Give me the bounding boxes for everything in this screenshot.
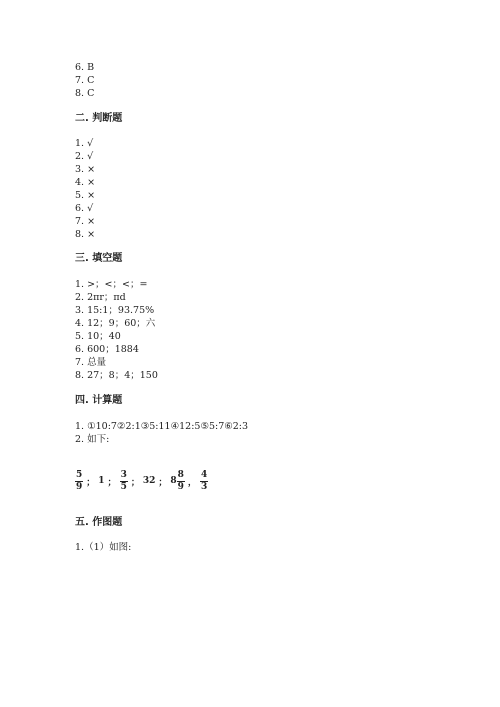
fraction-numerator: 4 — [200, 469, 208, 480]
fraction-numerator: 5 — [76, 469, 83, 480]
answer-line-2-1: 1. √ — [75, 138, 94, 149]
fraction — [75, 470, 83, 493]
whole-number: 32 — [142, 476, 156, 486]
whole-number: 1 — [98, 476, 105, 486]
separator: ， — [187, 477, 197, 488]
fraction-numerator: 8 — [177, 469, 184, 480]
separator: ； — [158, 477, 168, 488]
answer-line-3-1: 1. >；<；<；= — [75, 279, 148, 290]
fraction — [200, 470, 208, 493]
answer-line-5-1: 1.（1）如图: — [75, 542, 132, 553]
answer-line-3-8: 8. 27；8；4；150 — [75, 370, 158, 381]
fraction — [177, 470, 185, 493]
fraction-denominator: 9 — [76, 481, 83, 492]
answer-line-3-2: 2. 2πr；πd — [75, 292, 126, 303]
answer-line-4-1: 1. ①10:7②2:1③5:11④12:5⑤5:7⑥2:3 — [75, 421, 249, 432]
section-heading-judgement: 二. 判断题 — [75, 113, 123, 124]
answer-line-1-7: 7. C — [75, 75, 95, 86]
answer-line-1-8: 8. C — [75, 88, 95, 99]
answer-line-2-5: 5. × — [75, 190, 96, 201]
answer-line-3-5: 5. 10；40 — [75, 331, 121, 342]
answer-line-2-2: 2. √ — [75, 151, 94, 162]
fraction-denominator: 9 — [177, 481, 184, 492]
section-heading-fill-blank: 三. 填空题 — [75, 253, 123, 264]
separator: ； — [130, 477, 140, 488]
answer-line-2-3: 3. × — [75, 164, 96, 175]
section-heading-calculation: 四. 计算题 — [75, 395, 123, 406]
fraction-numerator: 3 — [120, 469, 127, 480]
fraction-denominator: 5 — [120, 481, 127, 492]
separator: ； — [86, 477, 96, 488]
section-heading-drawing: 五. 作图题 — [75, 517, 123, 528]
answer-line-3-7: 7. 总量 — [75, 357, 107, 368]
answer-line-3-6: 6. 600；1884 — [75, 344, 139, 355]
answer-line-2-4: 4. × — [75, 177, 96, 188]
answer-line-4-2: 2. 如下: — [75, 434, 110, 445]
answer-line-2-7: 7. × — [75, 216, 96, 227]
answer-line-3-3: 3. 15:1；93.75% — [75, 305, 155, 316]
separator: ； — [107, 477, 117, 488]
answer-line-3-4: 4. 12；9；60；六 — [75, 318, 156, 329]
answer-line-2-6: 6. √ — [75, 203, 94, 214]
fraction-answers — [75, 466, 208, 496]
fraction — [120, 470, 128, 493]
answer-line-1-6: 6. B — [75, 62, 95, 73]
mixed-number-whole: 8 — [170, 476, 177, 486]
answer-line-2-8: 8. × — [75, 229, 96, 240]
fraction-denominator: 3 — [200, 481, 208, 492]
